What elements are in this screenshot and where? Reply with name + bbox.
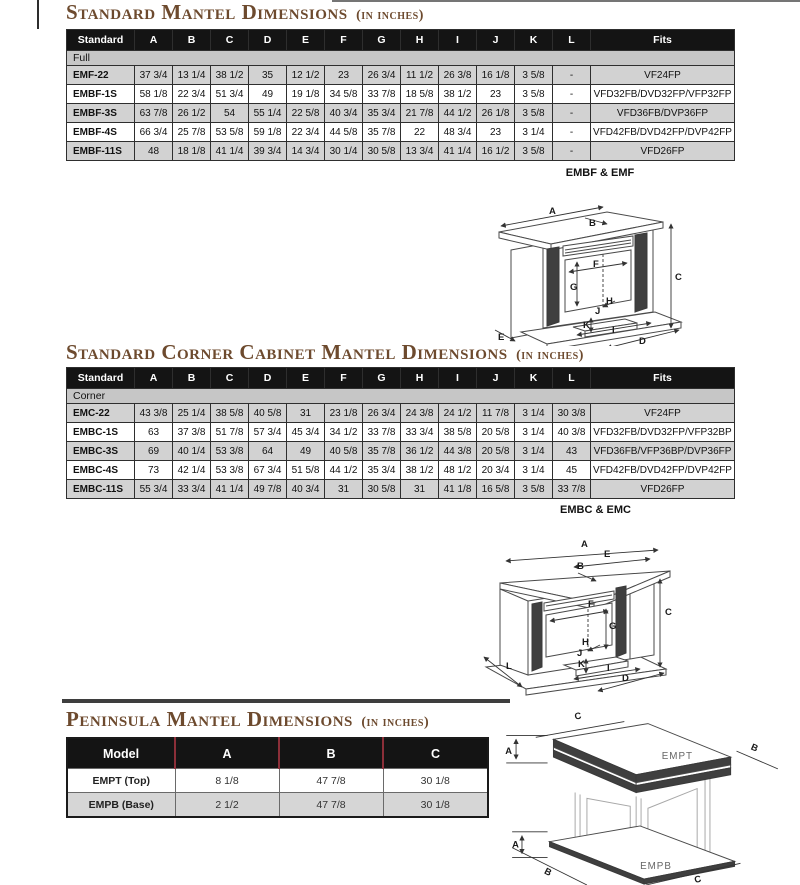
section2-title-suffix: (in inches) — [516, 348, 584, 363]
value-cell: 47 7/8 — [279, 793, 383, 818]
dim-label-e: E — [498, 332, 505, 343]
table3-header-row — [67, 738, 488, 769]
model-cell: EMPT (Top) — [67, 769, 175, 793]
value-cell: - — [553, 142, 591, 161]
table3-body — [67, 769, 488, 818]
value-cell: 63 7/8 — [135, 104, 173, 123]
value-cell: 22 3/4 — [287, 123, 325, 142]
model-cell: EMBF-3S — [67, 104, 135, 123]
column-header: C — [383, 738, 488, 769]
value-cell: 24 1/2 — [439, 404, 477, 423]
value-cell: 35 — [249, 66, 287, 85]
value-cell: VFD26FP — [591, 142, 735, 161]
value-cell: 49 7/8 — [249, 480, 287, 499]
column-header: G — [363, 368, 401, 389]
value-cell: 22 3/4 — [173, 85, 211, 104]
embf-emf-diagram — [485, 167, 715, 351]
column-header: Fits — [591, 30, 735, 51]
value-cell: 30 1/8 — [383, 793, 488, 818]
section2-title — [66, 340, 584, 365]
value-cell: 30 5/8 — [363, 142, 401, 161]
column-header: A — [175, 738, 279, 769]
dim-label-h: H — [606, 296, 613, 307]
value-cell: 35 3/4 — [363, 104, 401, 123]
value-cell: 16 1/2 — [477, 142, 515, 161]
value-cell: VFD36FB/DVP36FP — [591, 104, 735, 123]
table-row — [67, 104, 735, 123]
value-cell: 40 3/8 — [553, 423, 591, 442]
dim-label-d: D — [622, 673, 629, 684]
column-header: H — [401, 368, 439, 389]
table-row — [67, 480, 735, 499]
table2-group-row — [67, 389, 735, 404]
value-cell: 35 7/8 — [363, 123, 401, 142]
dim-label-l: L — [506, 661, 512, 672]
section1-title — [66, 0, 424, 25]
value-cell: 33 3/4 — [173, 480, 211, 499]
column-header: I — [439, 30, 477, 51]
value-cell: 44 1/2 — [439, 104, 477, 123]
value-cell: 25 1/4 — [173, 404, 211, 423]
value-cell: 13 1/4 — [173, 66, 211, 85]
value-cell: 33 7/8 — [363, 85, 401, 104]
section3-title — [66, 707, 429, 732]
dim-label-j: J — [595, 306, 601, 317]
value-cell: 30 3/8 — [553, 404, 591, 423]
value-cell: 48 — [135, 142, 173, 161]
corner-mantel-table — [66, 367, 735, 499]
value-cell: 40 5/8 — [249, 404, 287, 423]
column-header: D — [249, 368, 287, 389]
value-cell: 38 1/2 — [439, 85, 477, 104]
model-cell: EMBC-4S — [67, 461, 135, 480]
value-cell: 38 1/2 — [401, 461, 439, 480]
column-header: A — [135, 30, 173, 51]
section1-title-text: Standard Mantel Dimensions — [66, 0, 348, 24]
table-row — [67, 123, 735, 142]
value-cell: 44 3/8 — [439, 442, 477, 461]
value-cell: VFD42FB/DVD42FP/DVP42FP — [591, 123, 735, 142]
empb-label: EMPB — [640, 861, 672, 873]
dim-label-f: F — [593, 259, 599, 270]
dim-label-k: K — [583, 320, 590, 331]
value-cell: 16 1/8 — [477, 66, 515, 85]
table1-header-row — [67, 30, 735, 51]
column-header: Model — [67, 738, 175, 769]
value-cell: 33 7/8 — [553, 480, 591, 499]
dim-label-k: K — [578, 659, 585, 670]
value-cell: 23 — [477, 123, 515, 142]
dim-label-b: B — [577, 561, 584, 572]
section1-title-suffix: (in inches) — [356, 8, 424, 23]
value-cell: 33 7/8 — [363, 423, 401, 442]
value-cell: 40 1/4 — [173, 442, 211, 461]
column-header: L — [553, 30, 591, 51]
value-cell: 3 5/8 — [515, 104, 553, 123]
table1-group-row — [67, 51, 735, 66]
value-cell: 34 1/2 — [325, 423, 363, 442]
value-cell: 24 3/8 — [401, 404, 439, 423]
dim-label-b: B — [589, 218, 596, 229]
value-cell: VFD32FB/DVD32FP/VFP32BP — [591, 423, 735, 442]
value-cell: 3 1/4 — [515, 442, 553, 461]
value-cell: 41 1/4 — [439, 142, 477, 161]
dim-label-base-c: C — [693, 873, 703, 885]
value-cell: 19 1/8 — [287, 85, 325, 104]
dim-label-c: C — [675, 272, 682, 283]
page-edge-artifact — [37, 0, 39, 29]
table-row — [67, 142, 735, 161]
dim-label-a: A — [549, 206, 556, 217]
value-cell: 35 3/4 — [363, 461, 401, 480]
value-cell: 49 — [249, 85, 287, 104]
value-cell: 11 1/2 — [401, 66, 439, 85]
column-header: K — [515, 30, 553, 51]
value-cell: 48 1/2 — [439, 461, 477, 480]
value-cell: 3 5/8 — [515, 480, 553, 499]
model-cell: EMBC-11S — [67, 480, 135, 499]
column-header: Fits — [591, 368, 735, 389]
value-cell: VFD42FB/DVD42FP/DVP42FP — [591, 461, 735, 480]
column-header: L — [553, 368, 591, 389]
value-cell: 53 5/8 — [211, 123, 249, 142]
value-cell: 45 — [553, 461, 591, 480]
value-cell: 30 1/8 — [383, 769, 488, 793]
value-cell: 69 — [135, 442, 173, 461]
column-header: K — [515, 368, 553, 389]
value-cell: 41 1/8 — [439, 480, 477, 499]
dim-label-j: J — [577, 648, 583, 659]
column-header: I — [439, 368, 477, 389]
column-header: C — [211, 30, 249, 51]
dim-label-c: C — [665, 607, 672, 618]
value-cell: 3 1/4 — [515, 404, 553, 423]
table-row — [67, 85, 735, 104]
value-cell: 38 5/8 — [439, 423, 477, 442]
table-row — [67, 793, 488, 818]
model-cell: EMBC-1S — [67, 423, 135, 442]
peninsula-diagram — [490, 698, 800, 885]
value-cell: - — [553, 66, 591, 85]
model-cell: EMPB (Base) — [67, 793, 175, 818]
value-cell: 38 5/8 — [211, 404, 249, 423]
peninsula-line-drawing — [490, 698, 800, 885]
column-header: A — [135, 368, 173, 389]
value-cell: 25 7/8 — [173, 123, 211, 142]
value-cell: 63 — [135, 423, 173, 442]
value-cell: 22 5/8 — [287, 104, 325, 123]
value-cell: 33 3/4 — [401, 423, 439, 442]
table1-body — [67, 66, 735, 161]
value-cell: 31 — [401, 480, 439, 499]
model-cell: EMC-22 — [67, 404, 135, 423]
value-cell: 31 — [325, 480, 363, 499]
value-cell: 20 3/4 — [477, 461, 515, 480]
value-cell: VFD26FP — [591, 480, 735, 499]
value-cell: VFD36FB/VFP36BP/DVP36FP — [591, 442, 735, 461]
value-cell: 42 1/4 — [173, 461, 211, 480]
dim-label-d: D — [639, 336, 646, 346]
value-cell: 36 1/2 — [401, 442, 439, 461]
value-cell: 26 3/4 — [363, 66, 401, 85]
embc-emc-diagram — [478, 504, 713, 705]
value-cell: 23 1/8 — [325, 404, 363, 423]
value-cell: 2 1/2 — [175, 793, 279, 818]
value-cell: 18 1/8 — [173, 142, 211, 161]
value-cell: 26 3/4 — [363, 404, 401, 423]
model-cell: EMBF-4S — [67, 123, 135, 142]
value-cell: 57 3/4 — [249, 423, 287, 442]
table-row — [67, 461, 735, 480]
table2-head — [67, 368, 735, 404]
value-cell: 3 1/4 — [515, 461, 553, 480]
column-header: C — [211, 368, 249, 389]
value-cell: 41 1/4 — [211, 480, 249, 499]
dim-label-h: H — [582, 637, 589, 648]
dim-label-base-b: B — [542, 866, 554, 879]
table-row — [67, 442, 735, 461]
value-cell: 14 3/4 — [287, 142, 325, 161]
column-header: E — [287, 30, 325, 51]
column-header: Standard — [67, 30, 135, 51]
model-cell: EMBF-11S — [67, 142, 135, 161]
column-header: B — [173, 368, 211, 389]
value-cell: 51 3/4 — [211, 85, 249, 104]
dim-label-e: E — [604, 549, 611, 560]
value-cell: 59 1/8 — [249, 123, 287, 142]
value-cell: 40 5/8 — [325, 442, 363, 461]
table-row — [67, 423, 735, 442]
standard-mantel-table — [66, 29, 735, 161]
dim-label-i: I — [607, 663, 610, 674]
value-cell: 30 1/4 — [325, 142, 363, 161]
value-cell: 38 1/2 — [211, 66, 249, 85]
dim-label-top-b: B — [749, 741, 760, 754]
value-cell: - — [553, 85, 591, 104]
value-cell: 3 5/8 — [515, 66, 553, 85]
value-cell: 12 1/2 — [287, 66, 325, 85]
value-cell: 53 3/8 — [211, 461, 249, 480]
page-break-band — [62, 699, 510, 703]
value-cell: 13 3/4 — [401, 142, 439, 161]
table1-head — [67, 30, 735, 66]
value-cell: 34 5/8 — [325, 85, 363, 104]
value-cell: VFD32FB/DVD32FP/VFP32FP — [591, 85, 735, 104]
value-cell: 73 — [135, 461, 173, 480]
column-header: F — [325, 30, 363, 51]
value-cell: 3 5/8 — [515, 142, 553, 161]
diagram1-caption: EMBF & EMF — [565, 167, 635, 179]
value-cell: 39 3/4 — [249, 142, 287, 161]
column-header: D — [249, 30, 287, 51]
dim-label-top-a: A — [505, 746, 512, 757]
value-cell: 23 — [477, 85, 515, 104]
empt-label: EMPT — [661, 751, 693, 763]
value-cell: 49 — [287, 442, 325, 461]
value-cell: 67 3/4 — [249, 461, 287, 480]
value-cell: 48 3/4 — [439, 123, 477, 142]
value-cell: 21 7/8 — [401, 104, 439, 123]
value-cell: 37 3/4 — [135, 66, 173, 85]
value-cell: 23 — [325, 66, 363, 85]
table2-header-row — [67, 368, 735, 389]
column-header: B — [279, 738, 383, 769]
model-cell: EMBF-1S — [67, 85, 135, 104]
value-cell: 31 — [287, 404, 325, 423]
value-cell: 41 1/4 — [211, 142, 249, 161]
group-label: Full — [67, 51, 735, 66]
column-header: B — [173, 30, 211, 51]
dim-label-g: G — [570, 282, 578, 293]
value-cell: 53 3/8 — [211, 442, 249, 461]
column-header: J — [477, 368, 515, 389]
value-cell: 18 5/8 — [401, 85, 439, 104]
model-cell: EMBC-3S — [67, 442, 135, 461]
value-cell: 22 — [401, 123, 439, 142]
section2-title-text: Standard Corner Cabinet Mantel Dimensions — [66, 340, 508, 364]
peninsula-table — [66, 737, 489, 818]
table3-head — [67, 738, 488, 769]
value-cell: 26 1/8 — [477, 104, 515, 123]
dim-label-g: G — [609, 621, 617, 632]
column-header: F — [325, 368, 363, 389]
value-cell: 58 1/8 — [135, 85, 173, 104]
value-cell: 3 1/4 — [515, 123, 553, 142]
value-cell: 20 5/8 — [477, 442, 515, 461]
value-cell: 40 3/4 — [325, 104, 363, 123]
diagram2-caption: EMBC & EMC — [560, 504, 631, 516]
column-header: H — [401, 30, 439, 51]
value-cell: 26 1/2 — [173, 104, 211, 123]
value-cell: 43 — [553, 442, 591, 461]
value-cell: 64 — [249, 442, 287, 461]
value-cell: 20 5/8 — [477, 423, 515, 442]
section3-title-suffix: (in inches) — [361, 715, 430, 730]
value-cell: 3 1/4 — [515, 423, 553, 442]
value-cell: 66 3/4 — [135, 123, 173, 142]
column-header: Standard — [67, 368, 135, 389]
value-cell: 43 3/8 — [135, 404, 173, 423]
column-header: E — [287, 368, 325, 389]
table-row — [67, 769, 488, 793]
value-cell: 55 1/4 — [249, 104, 287, 123]
value-cell: 44 5/8 — [325, 123, 363, 142]
table-row — [67, 404, 735, 423]
value-cell: 16 5/8 — [477, 480, 515, 499]
mantel-line-drawing — [485, 180, 715, 346]
section3-title-text: Peninsula Mantel Dimensions — [66, 707, 353, 731]
value-cell: 55 3/4 — [135, 480, 173, 499]
column-header: G — [363, 30, 401, 51]
value-cell: VF24FP — [591, 404, 735, 423]
value-cell: 40 3/4 — [287, 480, 325, 499]
value-cell: VF24FP — [591, 66, 735, 85]
value-cell: 47 7/8 — [279, 769, 383, 793]
model-cell: EMF-22 — [67, 66, 135, 85]
value-cell: 37 3/8 — [173, 423, 211, 442]
dim-label-i: I — [612, 325, 615, 336]
column-header: J — [477, 30, 515, 51]
value-cell: 26 3/8 — [439, 66, 477, 85]
value-cell: 35 7/8 — [363, 442, 401, 461]
value-cell: 3 5/8 — [515, 85, 553, 104]
value-cell: 11 7/8 — [477, 404, 515, 423]
value-cell: 30 5/8 — [363, 480, 401, 499]
dim-label-base-a: A — [512, 839, 519, 850]
value-cell: 44 1/2 — [325, 461, 363, 480]
value-cell: - — [553, 123, 591, 142]
dim-label-top-c: C — [573, 710, 583, 722]
dim-label-a: A — [581, 539, 588, 550]
value-cell: 51 7/8 — [211, 423, 249, 442]
dim-label-f: F — [588, 599, 594, 610]
value-cell: 8 1/8 — [175, 769, 279, 793]
value-cell: 51 5/8 — [287, 461, 325, 480]
table-row — [67, 66, 735, 85]
group-label: Corner — [67, 389, 735, 404]
value-cell: 45 3/4 — [287, 423, 325, 442]
value-cell: 54 — [211, 104, 249, 123]
value-cell: - — [553, 104, 591, 123]
table2-body — [67, 404, 735, 499]
corner-mantel-line-drawing — [478, 517, 713, 700]
